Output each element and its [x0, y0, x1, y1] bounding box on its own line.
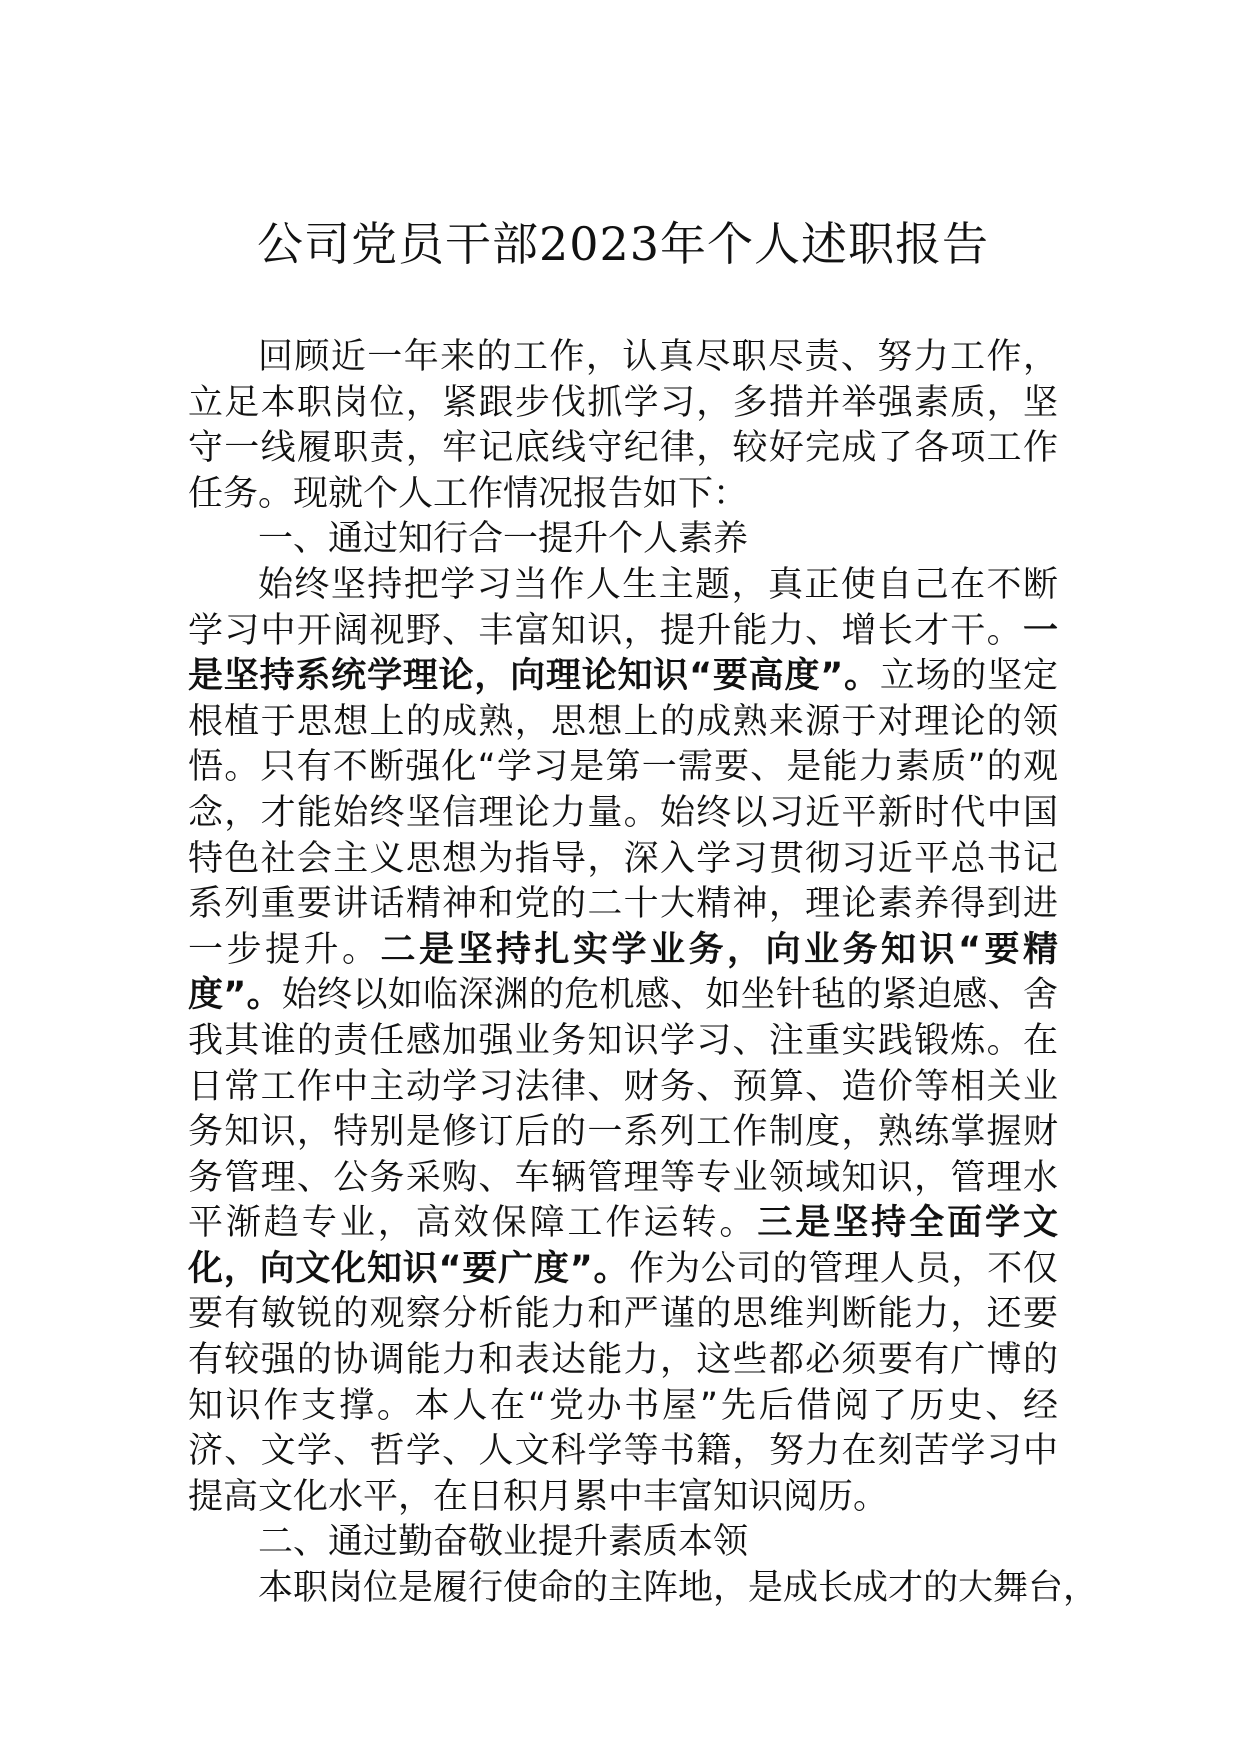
section1-heading: 一、通过知行合一提升个人素养 — [258, 519, 749, 560]
point-three-bold: 三是坚持全面学文化，向文化知识“要广度”。 — [188, 1203, 1058, 1289]
document-body — [188, 335, 1099, 1612]
section2-paragraph-start: 本职岗位是履行使命的主阵地，是成长成才的大舞台， — [258, 1568, 1099, 1609]
point-two-bold: 二是坚持扎实学业务，向业务知识“要精度”。 — [188, 929, 1058, 1016]
document-title: 公司党员干部2023年个人述职报告 — [256, 217, 990, 271]
intro-paragraph: 回顾近一年来的工作，认真尽职尽责、努力工作，立足本职岗位，紧跟步伐抓学习，多措并举强素质，坚守一线履职责，牢记底线守纪律，较好完成了各项工作任务。现就个人工作情况报告如下： — [188, 337, 1058, 514]
section1-paragraph — [188, 563, 1058, 1520]
section2-heading: 二、通过勤奋敬业提升素质本领 — [258, 1522, 749, 1563]
point-one-bold: 一是坚持系统学理论，向理论知识“要高度”。 — [188, 610, 1058, 697]
point-three-text: 作为公司的管理人员，不仅要有敏锐的观察分析能力和严谨的思维判断能力，还要有较强的协调能力和表达能力，这些都必须要有广博的知识作支撑。本人在“党办书屋”先后借阅了历史、经济、文学、哲学、人文科学等书籍，努力在刻苦学习中提高文化水平，在日积月累中丰富知识阅历。 — [188, 1248, 1058, 1517]
section1-opening-text: 始终坚持把学习当作人生主题，真正使自己在不断学习中开阔视野、丰富知识，提升能力、增长才干。 — [188, 564, 1058, 651]
point-one-text: 立场的坚定根植于思想上的成熟，思想上的成熟来源于对理论的领悟。只有不断强化“学习是第一需要、是能力素质”的观念，才能始终坚信理论力量。始终以习近平新时代中国特色社会主义思想为指导，深入学习贯彻习近平总书记系列重要讲话精神和党的二十大精神，理论素养得到进一步提升。 — [188, 656, 1058, 970]
point-two-text: 始终以如临深渊的危机感、如坐针毡的紧迫感、舍我其谁的责任感加强业务知识学习、注重实践锻炼。在日常工作中主动学习法律、财务、预算、造价等相关业务知识，特别是修订后的一系列工作制度，熟练掌握财务管理、公务采购、车辆管理等专业领域知识，管理水平渐趋专业，高效保障工作运转。 — [188, 975, 1058, 1244]
